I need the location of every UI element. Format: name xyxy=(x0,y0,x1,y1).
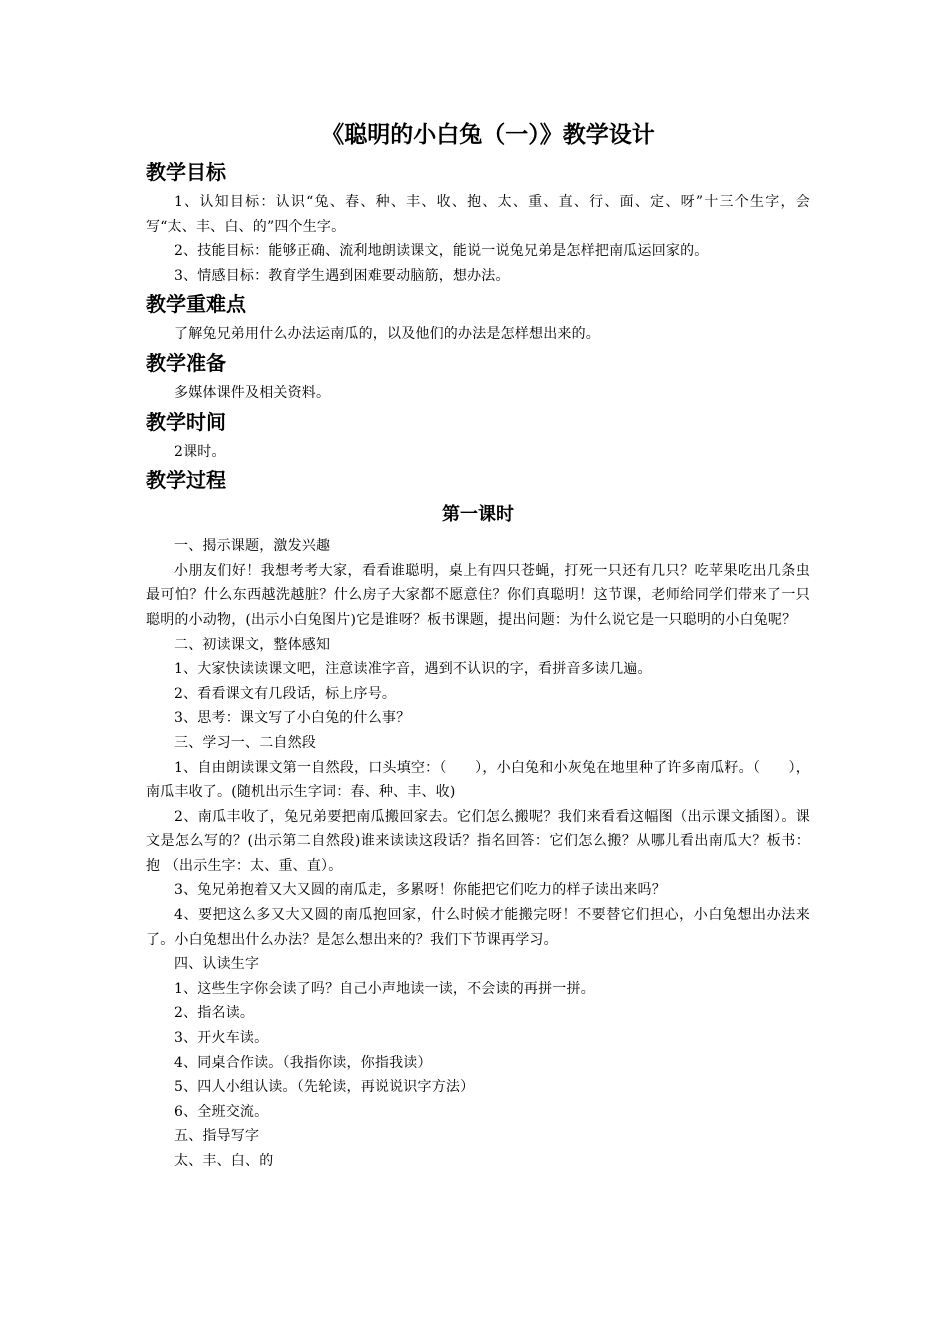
heading-teaching-goals: 教学目标 xyxy=(146,160,226,184)
key-points-text: 了解兔兄弟用什么办法运南瓜的，以及他们的办法是怎样想出来的。 xyxy=(174,326,600,343)
process-step-3-heading: 三、学习一、二自然段 xyxy=(174,734,316,751)
teaching-time-text: 2课时。 xyxy=(174,443,226,460)
process-step-5-heading: 五、指导写字 xyxy=(174,1128,260,1145)
goal-emotion: 3、情感目标：教育学生遇到困难要动脑筋，想办法。 xyxy=(174,267,510,284)
process-step-4-item-4: 4、同桌合作读。（我指你读，你指我读） xyxy=(174,1054,432,1071)
process-step-2-heading: 二、初读课文，整体感知 xyxy=(174,636,331,653)
preparation-text: 多媒体课件及相关资料。 xyxy=(174,384,331,401)
document-page xyxy=(146,118,810,1174)
lesson-one-title: 第一课时 xyxy=(442,504,514,526)
heading-key-points: 教学重难点 xyxy=(146,292,246,317)
process-step-2-item-2: 2、看看课文有几段话，标上序号。 xyxy=(174,685,397,702)
document-title: 《聪明的小白兔（一）》教学设计 xyxy=(321,122,655,148)
goal-skill: 2、技能目标：能够正确、流利地朗读课文，能说一说兔兄弟是怎样把南瓜运回家的。 xyxy=(174,243,709,260)
process-step-1-text: 小朋友们好！我想考考大家，看看谁聪明，桌上有四只苍蝇，打死一只还有几只？吃苹果吃出几条虫最可怕？什么东西越洗越脏？什么房子大家都不愿意住？你们真聪明！这节课，老师给同学们带来了一只聪明的小动物，(出示小白兔图片)它是谁呀？板书课题，提出问题：为什么说它是一只聪明的小白兔呢？ xyxy=(146,562,810,628)
process-step-1-heading: 一、揭示课题，激发兴趣 xyxy=(174,538,331,555)
process-step-3-item-2: 2、南瓜丰收了，兔兄弟要把南瓜搬回家去。它们怎么搬呢？我们来看看这幅图（出示课文插图）。课文是怎么写的？(出示第二自然段)谁来读读这段话？指名回答：它们怎么搬？从哪儿看出南瓜大？板书：抱 （出示生字：太、重、直）。 xyxy=(146,808,810,874)
process-step-4-heading: 四、认读生字 xyxy=(174,956,260,973)
process-step-3-item-3: 3、兔兄弟抱着又大又圆的南瓜走，多累呀！你能把它们吃力的样子读出来吗？ xyxy=(174,882,666,899)
heading-teaching-process: 教学过程 xyxy=(146,468,226,493)
process-step-5-text: 太、丰、白、的 xyxy=(174,1153,274,1169)
process-step-2-item-1: 1、大家快读读课文吧，注意读准字音，遇到不认识的字，看拼音多读几遍。 xyxy=(174,661,652,678)
heading-teaching-time: 教学时间 xyxy=(146,409,226,434)
process-step-4-item-3: 3、开火车读。 xyxy=(174,1030,269,1047)
process-step-3-item-4: 4、要把这么多又大又圆的南瓜抱回家，什么时候才能搬完呀！不要替它们担心，小白兔想出办法来了。小白兔想出什么办法？是怎么想出来的？我们下节课再学习。 xyxy=(146,907,810,948)
heading-preparation: 教学准备 xyxy=(146,350,226,375)
process-step-3-item-1: 1、自由朗读课文第一自然段，口头填空：（ ），小白兔和小灰兔在地里种了许多南瓜籽。（ ），南瓜丰收了。(随机出示生字词：春、种、丰、收) xyxy=(146,759,810,801)
process-step-4-item-1: 1、这些生字你会读了吗？自己小声地读一读，不会读的再拼一拼。 xyxy=(174,980,595,997)
process-step-4-item-2: 2、指名读。 xyxy=(174,1005,255,1022)
process-step-2-item-3: 3、思考：课文写了小白兔的什么事？ xyxy=(174,710,411,727)
process-step-4-item-6: 6、全班交流。 xyxy=(174,1103,269,1120)
goal-cognitive: 1、认知目标：认识“兔、春、种、丰、收、抱、太、重、直、行、面、定、呀”十三个生字，会写“太、丰、白、的”四个生字。 xyxy=(146,194,810,235)
process-step-4-item-5: 5、四人小组认读。（先轮读，再说说识字方法） xyxy=(174,1079,475,1096)
